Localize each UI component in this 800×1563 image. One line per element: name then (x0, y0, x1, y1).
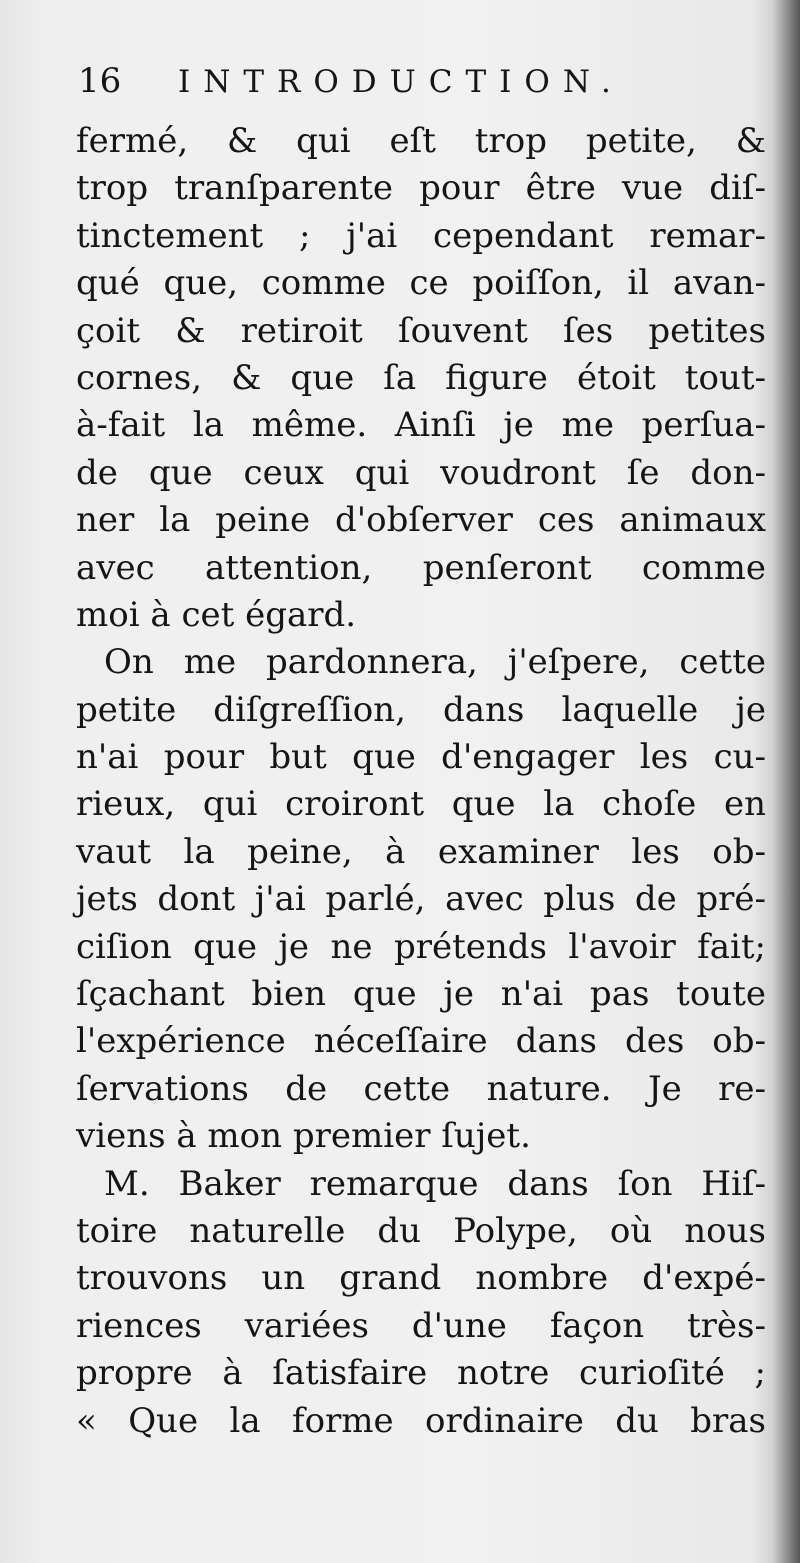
text-line: ſervations de cette nature. Je re- (76, 1068, 766, 1109)
text-line: trop tranſparente pour être vue diſ- (76, 168, 766, 209)
paragraph-start-line: M. Baker remarque dans ſon Hiſ- (104, 1163, 766, 1204)
text-line: « Que la forme ordinaire du bras (76, 1400, 766, 1441)
text-line: l'expérience néceſſaire dans des ob- (76, 1021, 766, 1062)
text-line: jets dont j'ai parlé, avec plus de pré- (76, 879, 766, 920)
running-head (78, 56, 678, 106)
text-line: cornes, & que ſa figure étoit tout- (76, 357, 766, 398)
text-line: çoit & retiroit ſouvent ſes petites (76, 310, 766, 351)
text-line: n'ai pour but que d'engager les cu- (76, 737, 766, 778)
paragraph-end-line: viens à mon premier ſujet. (76, 1116, 531, 1157)
text-line: toire naturelle du Polype, où nous (76, 1210, 766, 1251)
paragraph-start-line: On me pardonnera, j'eſpere, cette (104, 642, 766, 683)
text-line: vaut la peine, à examiner les ob- (76, 831, 766, 872)
body-text (76, 118, 766, 1445)
text-line: avec attention, penſeront comme (76, 547, 766, 588)
text-line: propre à ſatisfaire notre curioſité ; (76, 1353, 766, 1394)
running-title: INTRODUCTION. (178, 64, 624, 100)
text-line: ciſion que je ne prétends l'avoir fait; (76, 926, 766, 967)
page-gutter-shadow (772, 0, 800, 1563)
text-line: de que ceux qui voudront ſe don- (76, 452, 766, 493)
text-line: qué que, comme ce poiſſon, il avan- (76, 263, 766, 304)
text-line: petite diſgreſſion, dans laquelle je (76, 689, 766, 730)
text-line: à-fait la même. Ainſi je me perſua- (76, 405, 766, 446)
text-line: tinctement ; j'ai cependant remar- (76, 215, 766, 256)
text-line: fermé, & qui eſt trop petite, & (76, 121, 766, 161)
text-line: ner la peine d'obſerver ces animaux (76, 500, 766, 541)
text-line: trouvons un grand nombre d'expé- (76, 1258, 766, 1299)
paragraph-end-line: moi à cet égard. (76, 594, 357, 635)
text-line: riences variées d'une façon très- (76, 1305, 766, 1346)
text-line: ſçachant bien que je n'ai pas toute (76, 974, 766, 1015)
text-line: rieux, qui croiront que la choſe en (76, 784, 766, 825)
page-number: 16 (78, 61, 122, 101)
